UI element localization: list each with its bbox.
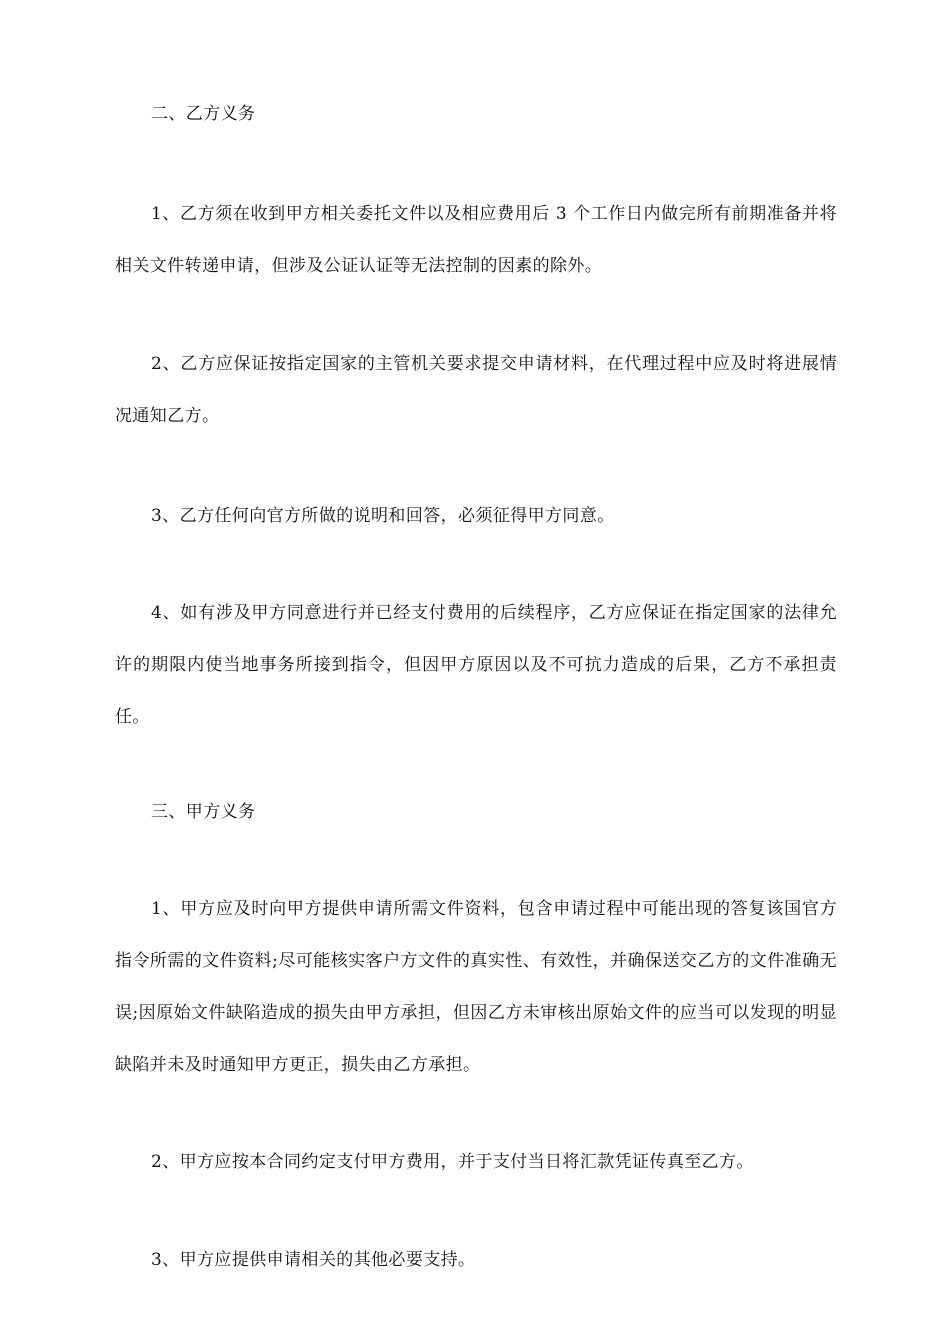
document-page <box>115 0 837 1344</box>
paragraph-a-1: 1、甲方应及时向甲方提供申请所需文件资料，包含申请过程中可能出现的答复该国官方指令所需的文件资料;尽可能核实客户方文件的真实性、有效性，并确保送交乙方的文件准确无误;因原始文件缺陷造成的损失由甲方承担，但因乙方未审核出原始文件的应当可以发现的明显缺陷并未及时通知甲方更正，损失由乙方承担。 <box>115 899 837 1075</box>
paragraph-b-1: 1、乙方须在收到甲方相关委托文件以及相应费用后 3 个工作日内做完所有前期准备并将相关文件转递申请，但涉及公证认证等无法控制的因素的除外。 <box>115 204 837 276</box>
paragraph-a-3: 3、甲方应提供申请相关的其他必要支持。 <box>151 1250 476 1270</box>
paragraph-b-3: 3、乙方任何向官方所做的说明和回答，必须征得甲方同意。 <box>151 506 615 526</box>
paragraph-a-2: 2、甲方应按本合同约定支付甲方费用，并于支付当日将汇款凭证传真至乙方。 <box>151 1152 754 1172</box>
paragraph-b-2: 2、乙方应保证按指定国家的主管机关要求提交申请材料，在代理过程中应及时将进展情况通知乙方。 <box>115 354 837 426</box>
section-heading-obligations-party-b: 二、乙方义务 <box>151 104 256 124</box>
section-heading-obligations-party-a: 三、甲方义务 <box>151 802 256 822</box>
paragraph-b-4: 4、如有涉及甲方同意进行并已经支付费用的后续程序，乙方应保证在指定国家的法律允许的期限内使当地事务所接到指令，但因甲方原因以及不可抗力造成的后果，乙方不承担责任。 <box>115 603 837 727</box>
